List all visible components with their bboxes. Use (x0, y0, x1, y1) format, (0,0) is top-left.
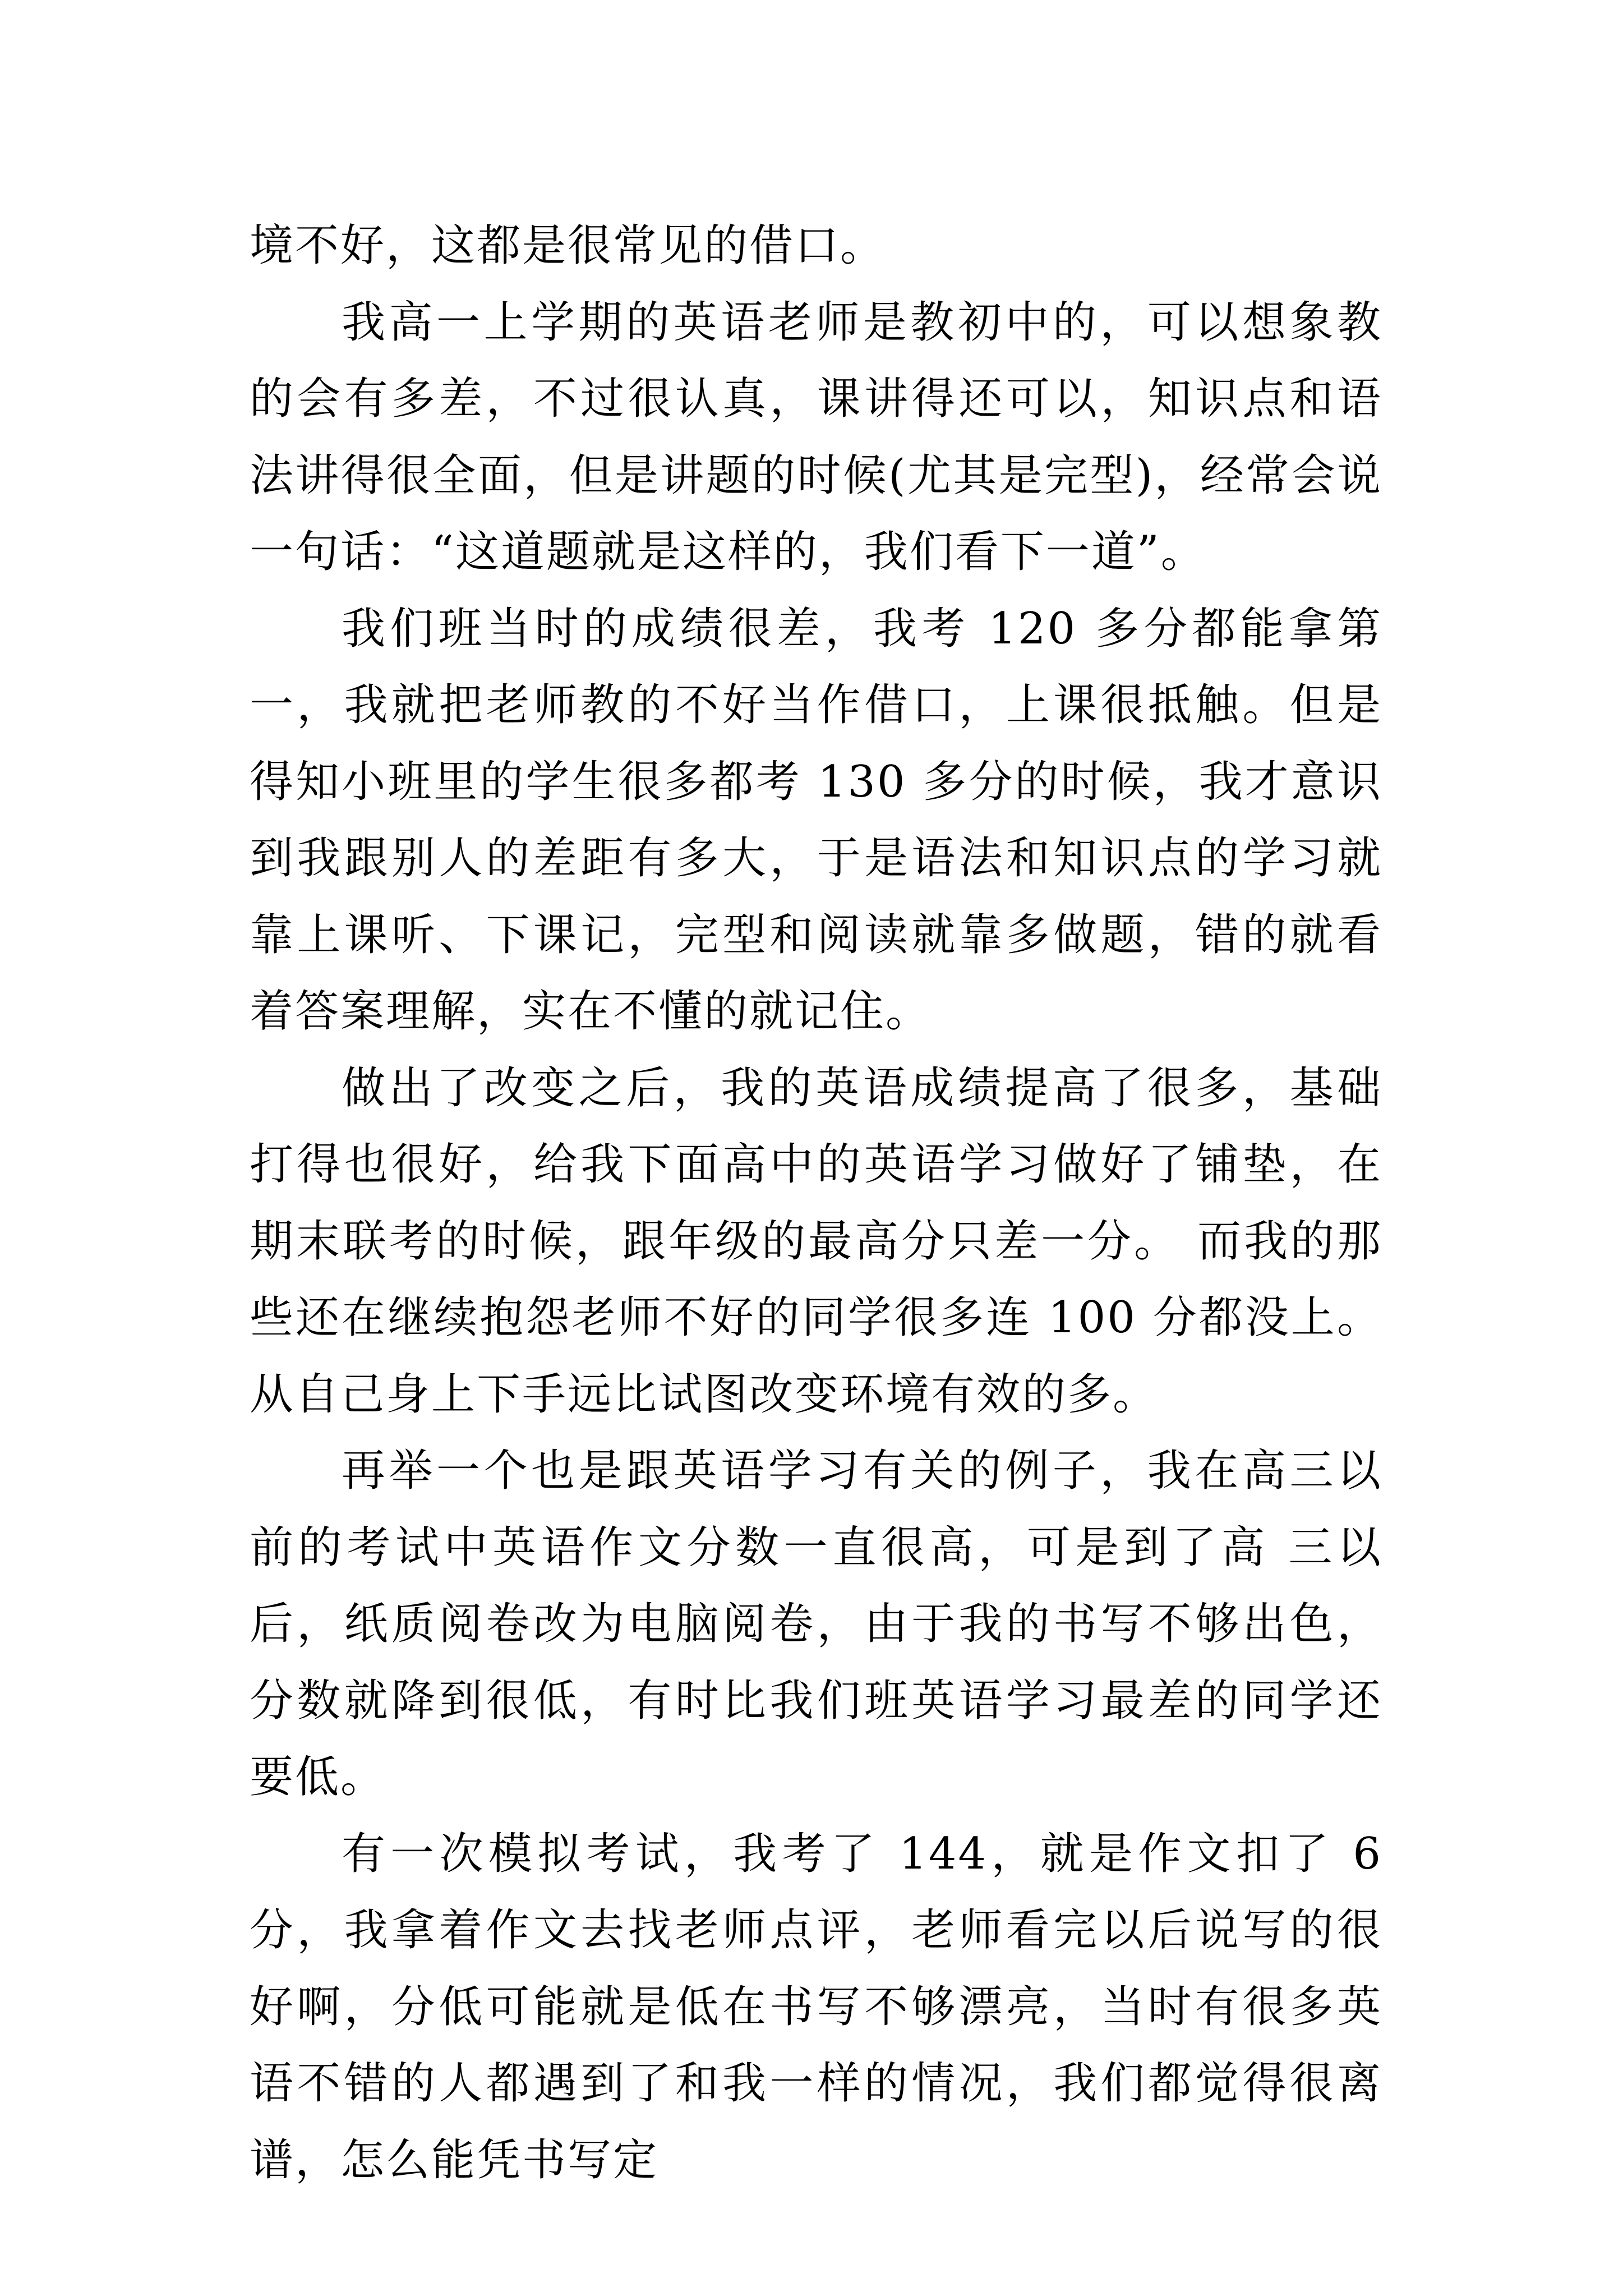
paragraph-improvement: 做出了改变之后，我的英语成绩提高了很多，基础打得也很好，给我下面高中的英语学习做好了铺垫，在期末联考的时候，跟年级的最高分只差一分。 而我的那些还在继续抱怨老师不好的同学很多连 100 分都没上。从自己身上下手远比试图改变环境有效的多。 (250, 1062, 1382, 1420)
paragraph-class-scores: 我们班当时的成绩很差，我考 120 多分都能拿第一，我就把老师教的不好当作借口，上课很抵触。但是得知小班里的学生很多都考 130 多分的时候，我才意识到我跟别人的差距有多大，于是语法和知识点的学习就靠上课听、下课记，完型和阅读就靠多做题，错的就看着答案理解，实在不懂的就记住。 (250, 603, 1382, 1037)
paragraph-teacher: 我高一上学期的英语老师是教初中的，可以想象教的会有多差，不过很认真，课讲得还可以，知识点和语法讲得很全面，但是讲题的时候(尤其是完型)，经常会说一句话：“这道题就是这样的，我们看下一道”。 (250, 297, 1382, 577)
body-text (250, 208, 1382, 2198)
paragraph-mock-exam: 有一次模拟考试，我考了 144，就是作文扣了 6 分，我拿着作文去找老师点评，老师看完以后说写的很好啊，分低可能就是低在书写不够漂亮，当时有很多英语不错的人都遇到了和我一样的情况，我们都觉得很离谱，怎么能凭书写定 (250, 1828, 1382, 2185)
paragraph-essay-example: 再举一个也是跟英语学习有关的例子，我在高三以前的考试中英语作文分数一直很高，可是到了高 三以后，纸质阅卷改为电脑阅卷，由于我的书写不够出色，分数就降到很低，有时比我们班英语学习最差的同学还要低。 (250, 1446, 1382, 1802)
paragraph-continuation: 境不好，这都是很常见的借口。 (250, 220, 886, 271)
